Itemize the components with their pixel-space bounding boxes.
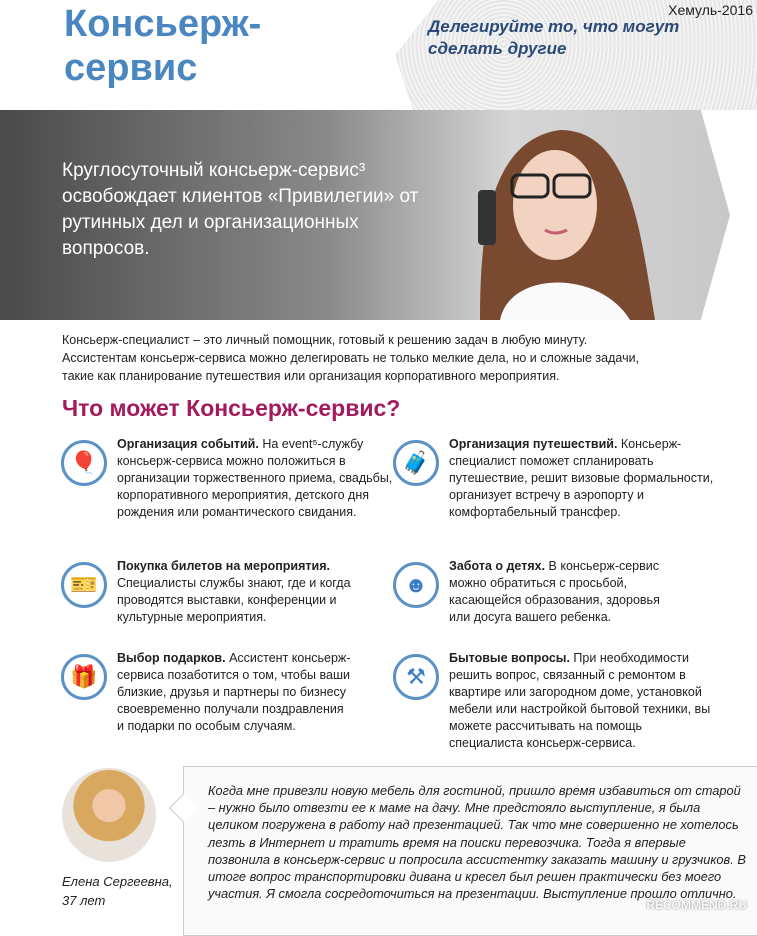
page-title	[64, 2, 261, 90]
intro-line: Консьерж-специалист – это личный помощник, готовый к решению задач в любую минуту.	[62, 333, 588, 347]
avatar	[62, 768, 156, 862]
feature-text: Консьерж-специалист поможет спланировать путешествие, решит визовые формальности, организует встречу в аэропорту и комфортабельный трансфер.	[449, 437, 714, 519]
feature-gifts	[117, 650, 352, 735]
feature-text: В консьерж-сервис можно обратиться с просьбой, касающейся образования, здоровья или досуга вашего ребенка.	[449, 559, 660, 624]
feature-text: Ассистент консьерж-сервиса позаботится о том, чтобы ваши близкие, друзья и партнеры по бизнесу своевременно получали поздравления и подарки по особым случаям.	[117, 651, 351, 733]
feature-title: Забота о детях.	[449, 559, 546, 573]
author-age: 37 лет	[62, 893, 106, 908]
title-line: сервис	[64, 47, 198, 89]
author-label: Хемуль-2016	[668, 2, 753, 18]
gift-icon: 🎁	[61, 654, 107, 700]
title-line: Консьерж-	[64, 3, 262, 45]
tagline	[428, 16, 679, 60]
feature-title: Организация событий.	[117, 437, 259, 451]
feature-children	[449, 558, 669, 626]
balloons-icon: 🎈	[61, 440, 107, 486]
feature-title: Организация путешествий.	[449, 437, 618, 451]
tagline-line: Делегируйте то, что могут	[428, 17, 680, 36]
testimonial-text: Когда мне привезли новую мебель для гостиной, пришло время избавиться от старой – нужно было отвезти ее к маме на дачу. Мне предстояло выступление, я была целиком погружена в работу над презентацией. Так что мне совершенно не хотелось лезть в Интернет и тратить время на поиски перевозчика. Тогда я впервые позвонила в консьерж-сервис и попросила ассистентку заказать машину и грузчиков. В итоге вопрос транспортировки дивана и кресел был решен практически без моего участия. Я смогла сосредоточиться на презентации. Выступление прошло отлично.	[208, 783, 746, 902]
suitcase-icon: 🧳	[393, 440, 439, 486]
hero-text: Круглосуточный консьерж-сервис³ освобождает клиентов «Привилегии» от рутинных дел и организационных вопросов.	[62, 160, 419, 259]
intro-line: Ассистентам консьерж-сервиса можно делегировать не только мелкие дела, но и сложные задачи,	[62, 351, 640, 365]
feature-events	[117, 436, 417, 521]
feature-text: На event⁵-службу консьерж-сервиса можно положиться в организации торжественного приема, свадьбы, корпоративного мероприятия, детского дня рождения или романтического свидания.	[117, 437, 393, 519]
testimonial-author	[62, 872, 173, 910]
tagline-line: сделать другие	[428, 39, 567, 58]
feature-travel	[449, 436, 719, 521]
intro-line: такие как планирование путешествия или организация корпоративного мероприятия.	[62, 369, 560, 383]
feature-title: Бытовые вопросы.	[449, 651, 570, 665]
intro-paragraph	[62, 331, 712, 385]
feature-tickets	[117, 558, 357, 626]
feature-title: Выбор подарков.	[117, 651, 226, 665]
feature-text: Специалисты службы знают, где и когда проводятся выставки, конференции и культурные мероприятия.	[117, 576, 351, 624]
tickets-icon: 🎫	[61, 562, 107, 608]
watermark: RECOMMEND.RU	[646, 898, 747, 912]
feature-household	[449, 650, 714, 752]
author-name: Елена Сергеевна,	[62, 874, 173, 889]
baby-icon: ☻	[393, 562, 439, 608]
woman-with-phone-image	[440, 110, 680, 320]
section-title: Что может Консьерж-сервис?	[62, 395, 401, 421]
feature-text: При необходимости решить вопрос, связанный с ремонтом в квартире или загородном доме, установкой мебели или настройкой бытовой техники, вы можете рассчитывать на помощь специалиста консьерж-сервиса.	[449, 651, 711, 750]
tools-icon: ⚒	[393, 654, 439, 700]
feature-title: Покупка билетов на мероприятия.	[117, 559, 330, 573]
